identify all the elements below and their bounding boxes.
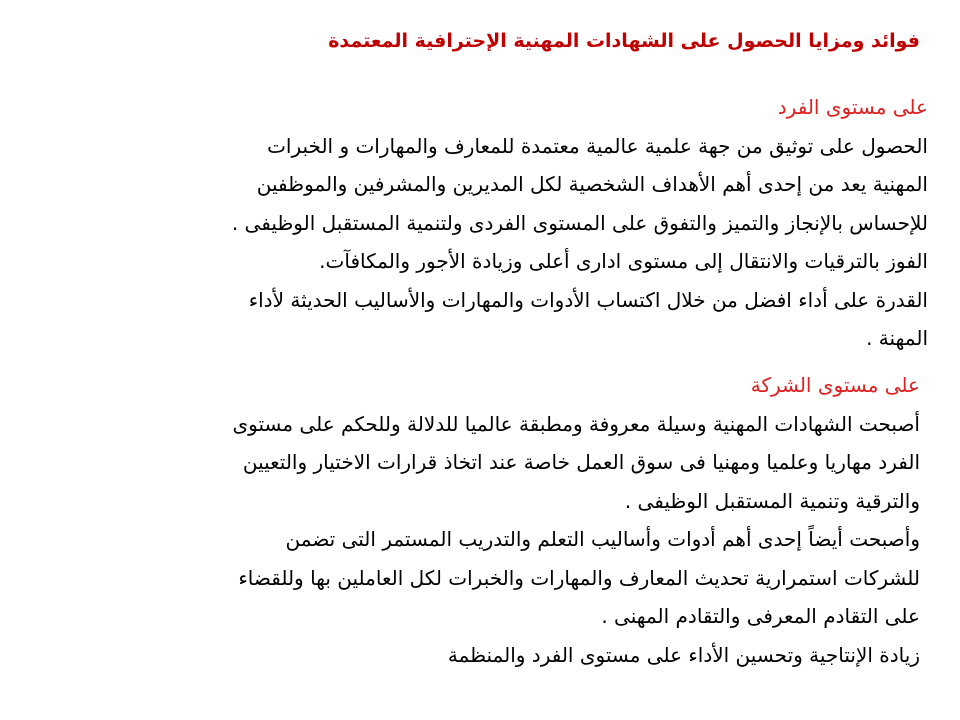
body-line: للإحساس بالإنجاز والتميز والتفوق على المستوى الفردى ولتنمية المستقبل الوظيفى .: [231, 210, 928, 235]
body-line: الفوز بالترقيات والانتقال إلى مستوى ادارى أعلى وزيادة الأجور والمكافآت.: [319, 249, 928, 273]
body-line: المهنية يعد من إحدى أهم الأهداف الشخصية لكل المديرين والمشرفين والموظفين: [256, 172, 928, 196]
body-line: زيادة الإنتاجية وتحسين الأداء على مستوى الفرد والمنظمة: [447, 642, 920, 667]
body-line: الحصول على توثيق من جهة علمية عالمية معتمدة للمعارف والمهارات و الخبرات: [267, 133, 928, 158]
body-line: والترقية وتنمية المستقبل الوظيفى .: [624, 488, 920, 513]
body-line: أصبحت الشهادات المهنية وسيلة معروفة ومطبقة عالميا للدلالة وللحكم على مستوى: [232, 411, 920, 436]
body-line: وأصبحت أيضاً إحدى أهم أدوات وأساليب التعلم والتدريب المستمر التى تضمن: [285, 527, 920, 551]
body-line: للشركات استمرارية تحديث المعارف والمهارات والخبرات لكل العاملين بها وللقضاء: [238, 565, 920, 590]
slide-title: فوائد ومزايا الحصول على الشهادات المهنية الإحترافية المعتمدة: [328, 30, 920, 52]
body-line: القدرة على أداء افضل من خلال اكتساب الأدوات والمهارات والأساليب الحديثة لأداء: [248, 287, 928, 312]
body-line: الفرد مهاريا وعلميا ومهنيا فى سوق العمل خاصة عند اتخاذ قرارات الاختيار والتعيين: [242, 450, 920, 474]
section-individual-heading: على مستوى الفرد: [777, 95, 928, 119]
body-line: على التقادم المعرفى والتقادم المهنى .: [601, 604, 920, 628]
section-company-heading: على مستوى الشركة: [750, 373, 920, 397]
body-line: المهنة .: [866, 326, 928, 350]
section-company: [40, 366, 920, 674]
section-individual: [48, 88, 928, 358]
